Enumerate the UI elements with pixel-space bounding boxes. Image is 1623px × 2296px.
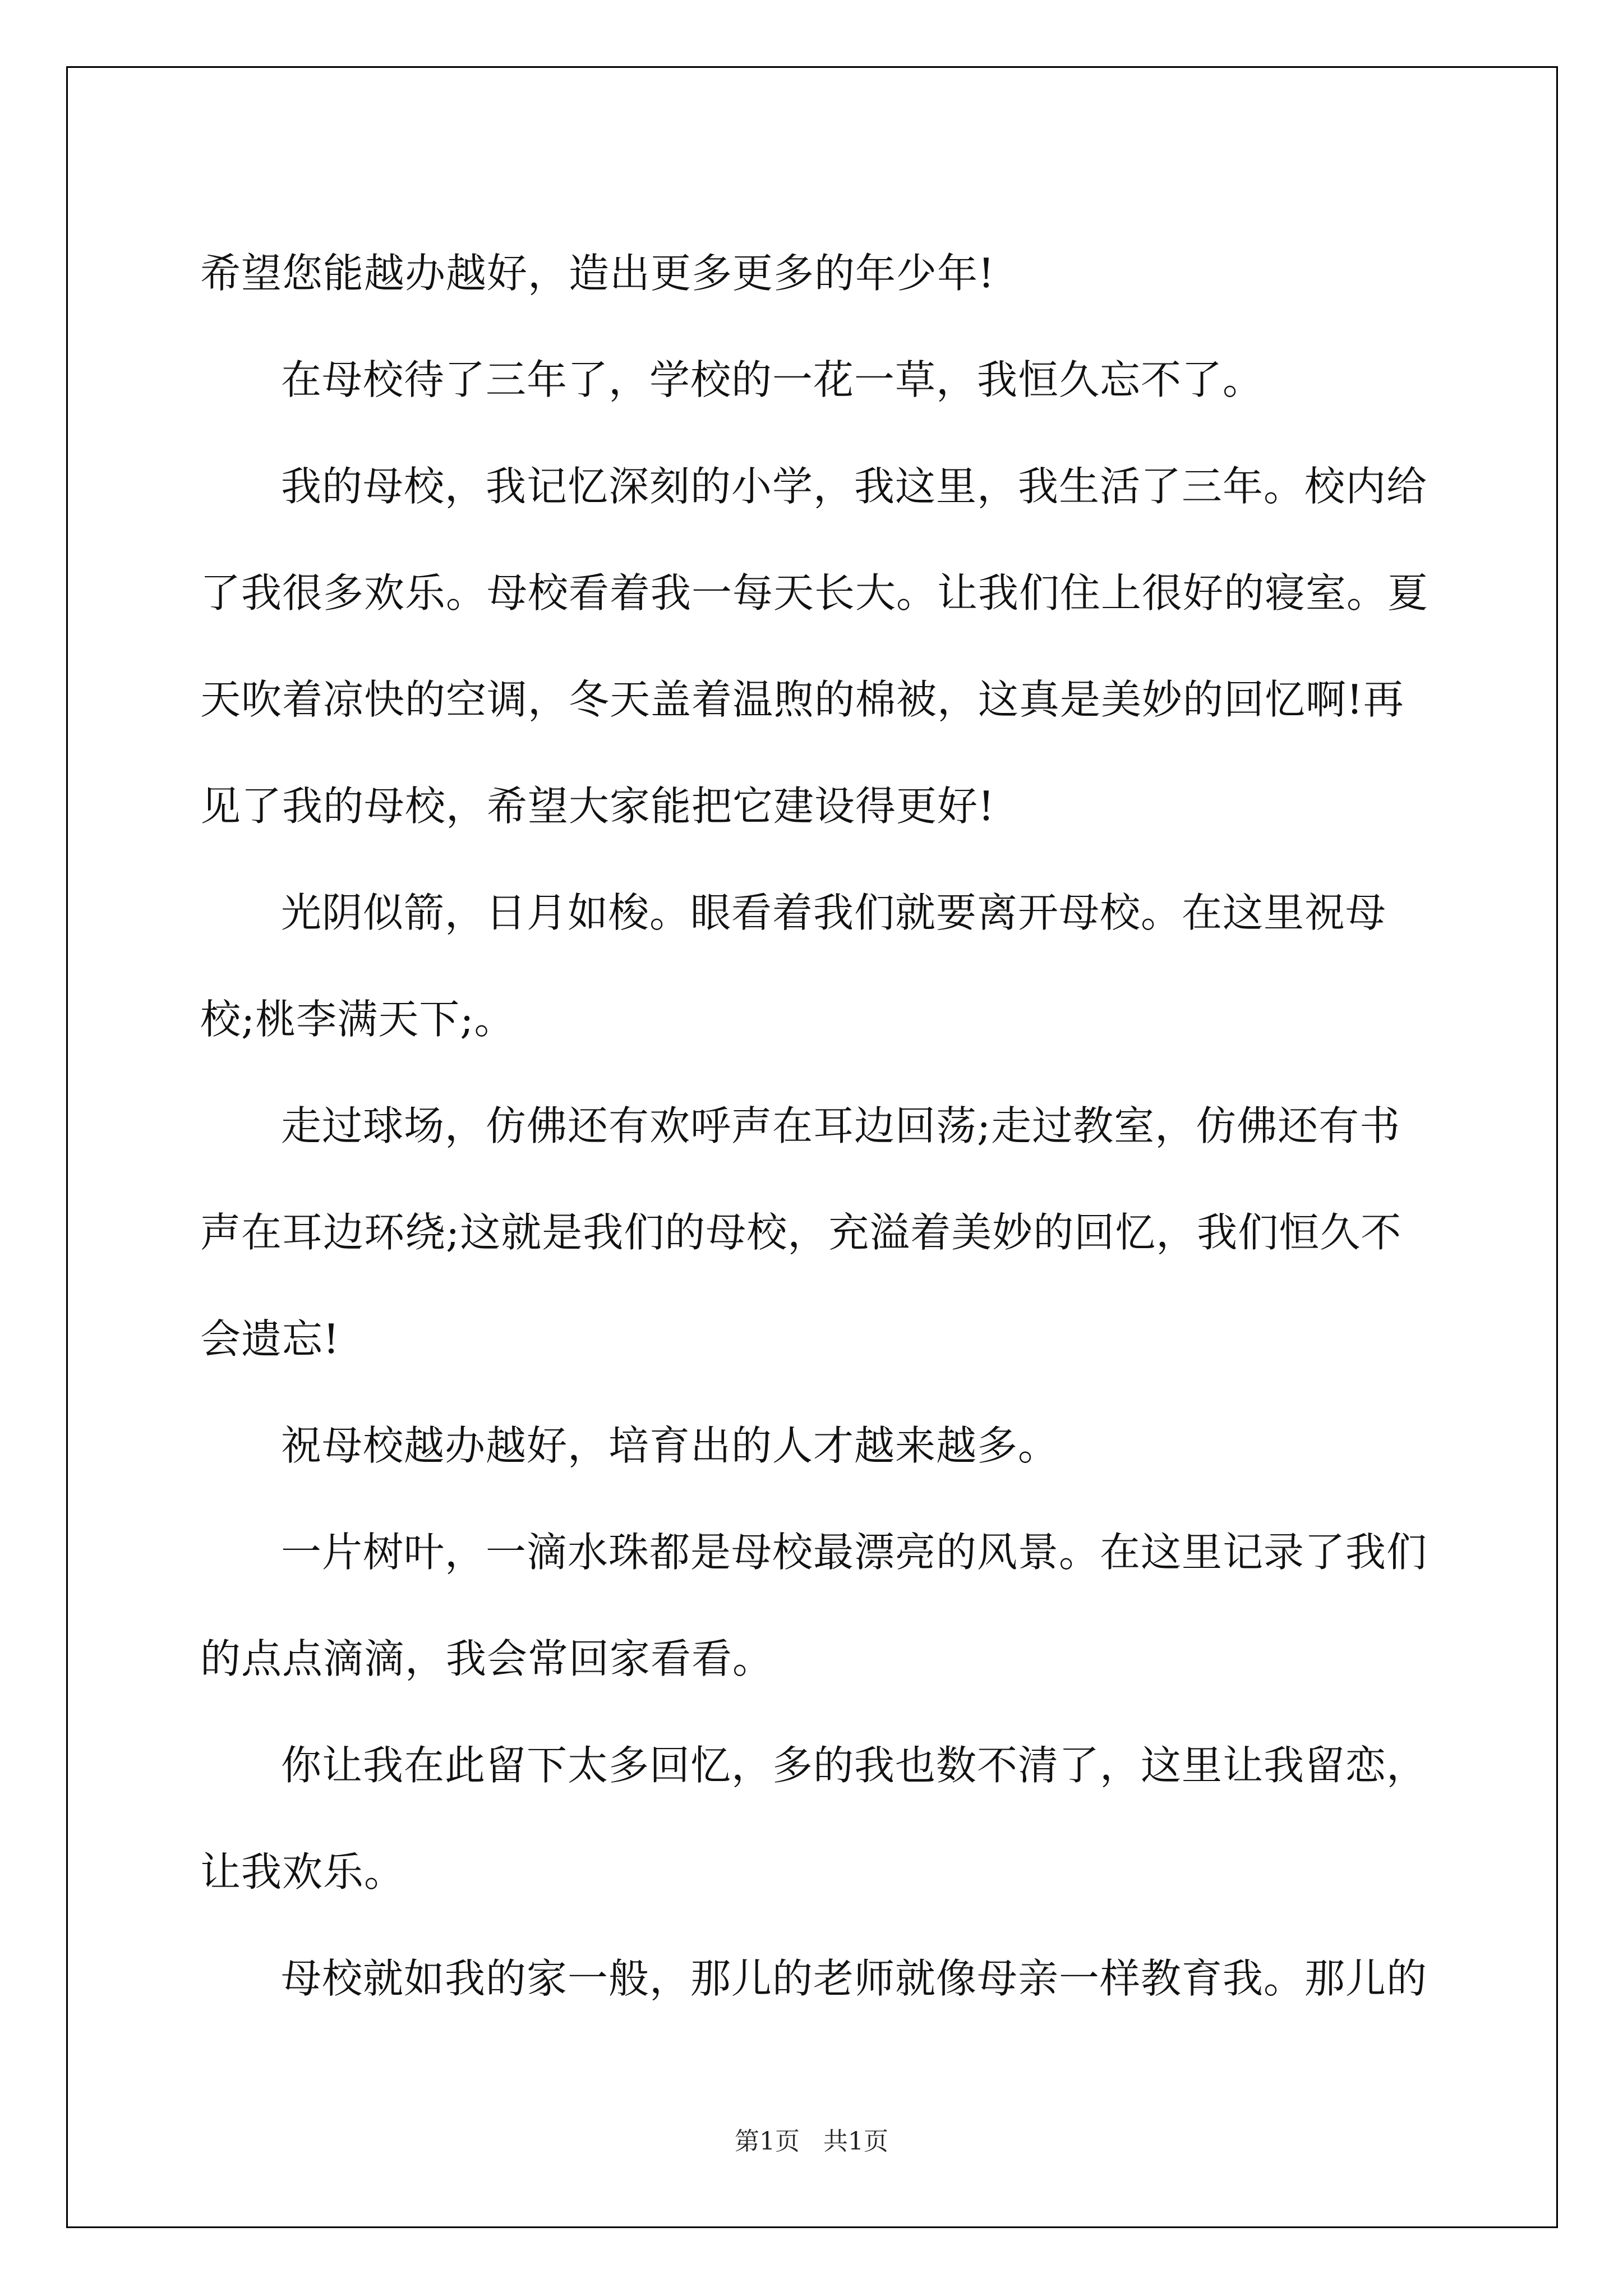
page-number-footer: 第1页 共1页 [735,2127,888,2156]
paragraph: 光阴似箭，日月如梭。眼看着我们就要离开母校。在这里祝母校;桃李满天下;。 [200,889,1387,1043]
document-body [200,220,1434,2032]
paragraph: 一片树叶，一滴水珠都是母校最漂亮的风景。在这里记录了我们的点点滴滴，我会常回家看看。 [200,1529,1428,1682]
paragraph: 在母校待了三年了，学校的一花一草，我恒久忘不了。 [281,356,1264,403]
paragraph: 走过球场，仿佛还有欢呼声在耳边回荡;走过教室，仿佛还有书声在耳边环绕;这就是我们的母校，充溢着美妙的回忆，我们恒久不会遗忘! [200,1102,1402,1363]
paragraph: 我的母校，我记忆深刻的小学，我这里，我生活了三年。校内给了我很多欢乐。母校看着我一每天长大。让我们住上很好的寝室。夏天吹着凉快的空调，冬天盖着温煦的棉被，这真是美妙的回忆啊!再见了我的母校，希望大家能把它建设得更好! [200,463,1429,830]
paragraph: 希望您能越办越好，造出更多更多的年少年! [200,250,995,297]
paragraph: 你让我在此留下太多回忆，多的我也数不清了，这里让我留恋，让我欢乐。 [200,1742,1428,1895]
paragraph: 母校就如我的家一般，那儿的老师就像母亲一样教育我。那儿的 [281,1955,1428,2002]
paragraph: 祝母校越办越好，培育出的人才越来越多。 [281,1422,1059,1469]
